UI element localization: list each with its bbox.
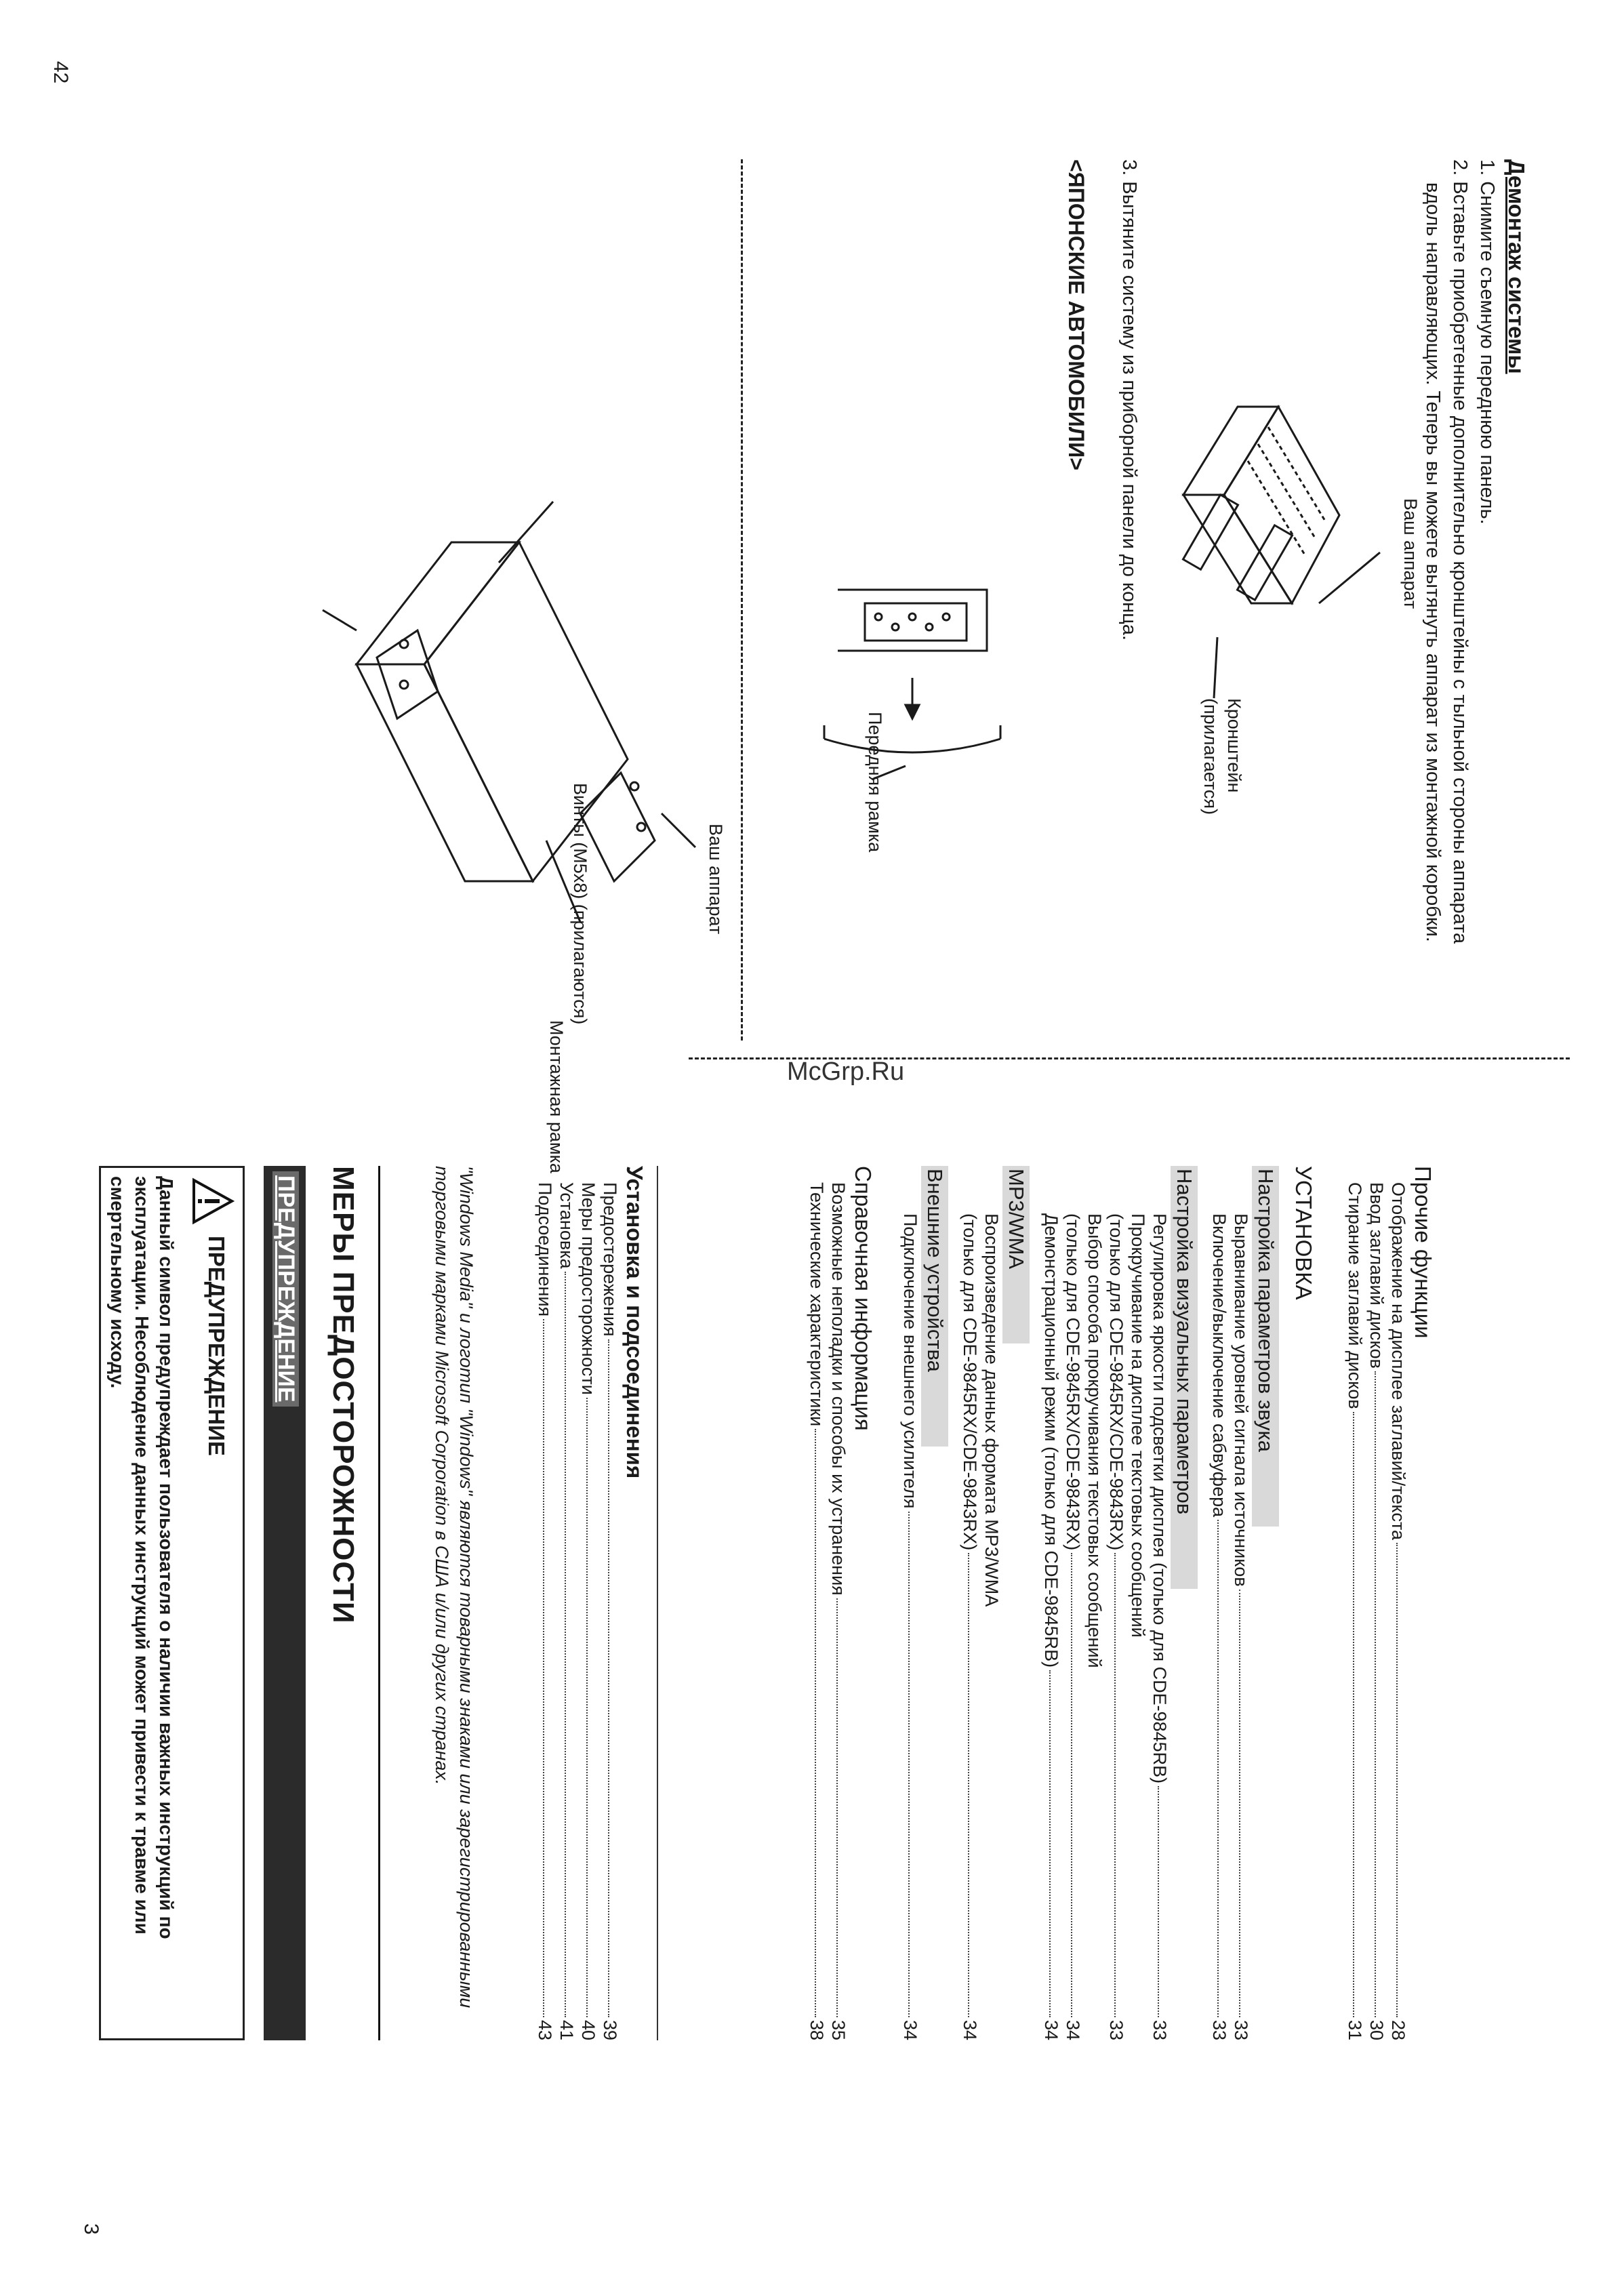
toc-visual-title: Настройка визуальных параметров — [1171, 1166, 1198, 1589]
toc-row: Выравнивание уровней сигнала источников 33 — [1231, 1213, 1251, 2040]
toc-row: Предостережения 39 — [600, 1182, 620, 2040]
toc-row: Воспроизведение данных формата MP3/WMA — [981, 1213, 1002, 1607]
label-screws: Винты (М5х8) (прилагаются) — [570, 783, 590, 1025]
removal-title: Демонтаж системы — [1504, 159, 1529, 374]
toc-row: Возможные неполадки и способы их устранения 35 — [828, 1182, 849, 2040]
toc-row: Подключение внешнего усилителя 34 — [900, 1213, 920, 2040]
label-front-frame: Передняя рамка — [865, 712, 885, 853]
toc-row: Меры предосторожности 40 — [578, 1182, 598, 2040]
toc-external-title: Внешние устройства — [921, 1166, 948, 1447]
step-2: 2. Вставьте приобретенные дополнительно кронштейны с тыльной стороны аппарата — [1449, 159, 1471, 944]
label-your-unit-1: Ваш аппарат — [1400, 498, 1421, 609]
divider-thick — [378, 1166, 380, 2040]
label-bracket-included: (прилагается) — [1200, 698, 1221, 815]
divider-line — [657, 1166, 658, 2040]
toc-setup-title: УСТАНОВКА — [1291, 1166, 1316, 1300]
toc-installation — [534, 1166, 648, 2040]
toc-row: Ввод заглавий дисков 30 — [1366, 1182, 1387, 2040]
warning-triangle-icon — [191, 1177, 235, 1225]
label-bracket: Кронштейн — [1224, 698, 1244, 793]
toc-row: Включение/выключение сабвуфера 33 — [1209, 1213, 1230, 2040]
toc-reference-title: Справочная информация — [851, 1166, 876, 1431]
toc-row: Подсоединения 43 — [535, 1182, 555, 2040]
watermark: McGrp.Ru — [787, 1057, 905, 1086]
toc-row: Установка 41 — [556, 1182, 577, 2040]
toc-sound-title: Настройка параметров звука — [1252, 1166, 1279, 1527]
precautions-title: МЕРЫ ПРЕДОСТОРОЖНОСТИ — [327, 1166, 360, 1624]
trademark-note: "Windows Media" и логотип "Windows" являются товарными знаками или зарегистрированными торговыми марками Microsoft Corporation в США и/или других странах. — [432, 1166, 476, 2008]
figure-pull-out — [797, 563, 1041, 780]
warning-box-text: Данный символ предупреждает пользователя о наличии важных инструкций по эксплуатации. Несоблюдение данных инструкций может привести к травме или смертельному исходу. — [107, 1176, 177, 1939]
toc-row: (только для CDE-9845RX/CDE-9843RX) 33 — [1106, 1213, 1126, 2040]
toc-row: Отображение на дисплее заглавий/текста 28 — [1388, 1182, 1408, 2040]
toc-other-functions-title: Прочие функции — [1410, 1166, 1436, 1339]
step-2-cont: вдоль направляющих. Теперь вы можете вытянуть аппарат из монтажной коробки. — [1422, 182, 1444, 942]
toc-row: Выбор способа прокручивания текстовых сообщений — [1084, 1213, 1105, 1668]
step-3: 3. Вытяните систему из приборной панели до конца. — [1118, 159, 1140, 641]
label-your-unit-2: Ваш аппарат — [706, 824, 726, 935]
warning-box — [99, 1166, 245, 2040]
toc-row: Технические характеристики 38 — [807, 1182, 827, 2040]
dashed-separator-1 — [741, 159, 743, 1041]
toc-row: (только для CDE-9845RX/CDE-9843RX) 34 — [1063, 1213, 1083, 2040]
warning-bar — [264, 1166, 306, 2040]
page-number-left: 42 — [49, 61, 72, 84]
figure-mounting — [248, 407, 723, 1017]
toc-row: Демонстрационный режим (только для CDE-9845RB) 34 — [1041, 1213, 1061, 2040]
toc-row: Прокручивание на дисплее текстовых сообщений — [1128, 1213, 1148, 1638]
removal-steps — [1419, 159, 1501, 1108]
warning-bar-label: ПРЕДУПРЕЖДЕНИЕ — [272, 1171, 299, 1407]
toc-mp3-title: MP3/WMA — [1002, 1166, 1030, 1343]
step-1: 1. Снимите съемную переднюю панель. — [1476, 159, 1498, 525]
toc-row: Стирание заглавий дисков 31 — [1345, 1182, 1365, 2040]
table-of-contents — [806, 1166, 1451, 2040]
toc-row: (только для CDE-9845RX/CDE-9843RX) 34 — [960, 1213, 980, 2040]
page-number-right: 3 — [80, 2223, 102, 2235]
warning-box-title: ПРЕДУПРЕЖДЕНИЕ — [204, 1236, 229, 1456]
toc-installation-title: Установка и подсоединения — [622, 1166, 647, 1479]
toc-row: Регулировка яркости подсветки дисплея (только для CDE-9845RB) 33 — [1150, 1213, 1170, 2040]
label-mounting-frame: Монтажная рамка — [546, 1020, 567, 1173]
japanese-cars-title: <ЯПОНСКИЕ АВТОМОБИЛИ> — [1064, 159, 1089, 470]
